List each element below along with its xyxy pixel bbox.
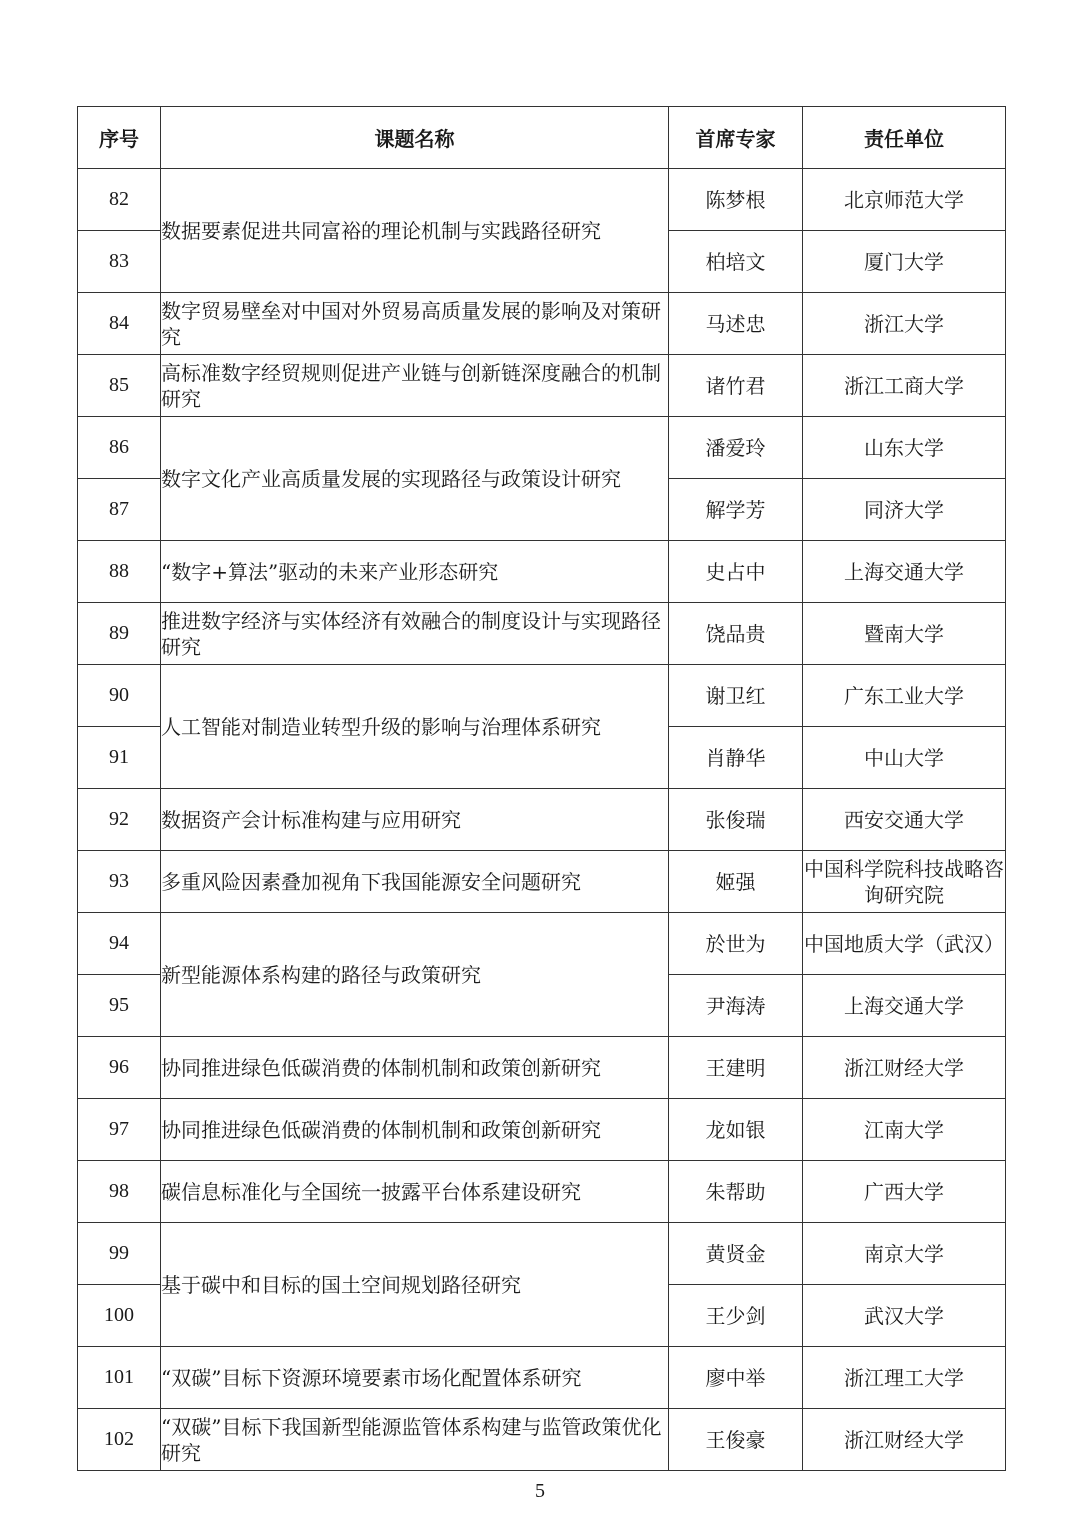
table-row xyxy=(78,1161,1006,1223)
row-index: 96 xyxy=(78,1037,161,1099)
row-index: 99 xyxy=(78,1223,161,1285)
row-expert: 谢卫红 xyxy=(669,665,803,727)
row-unit: 同济大学 xyxy=(803,479,1006,541)
row-unit: 浙江财经大学 xyxy=(803,1409,1006,1471)
table-row xyxy=(78,665,1006,727)
row-unit: 中国科学院科技战略咨询研究院 xyxy=(803,851,1006,913)
row-index: 89 xyxy=(78,603,161,665)
row-expert: 史占中 xyxy=(669,541,803,603)
header-unit: 责任单位 xyxy=(803,107,1006,169)
row-index: 87 xyxy=(78,479,161,541)
row-expert: 潘爱玲 xyxy=(669,417,803,479)
row-index: 88 xyxy=(78,541,161,603)
header-index: 序号 xyxy=(78,107,161,169)
row-expert: 王俊豪 xyxy=(669,1409,803,1471)
row-unit: 上海交通大学 xyxy=(803,541,1006,603)
row-index: 93 xyxy=(78,851,161,913)
table-row xyxy=(78,355,1006,417)
row-expert: 龙如银 xyxy=(669,1099,803,1161)
table-row xyxy=(78,1223,1006,1285)
row-index: 102 xyxy=(78,1409,161,1471)
header-expert: 首席专家 xyxy=(669,107,803,169)
table-row xyxy=(78,541,1006,603)
row-index: 92 xyxy=(78,789,161,851)
table-row xyxy=(78,169,1006,231)
row-unit: 广东工业大学 xyxy=(803,665,1006,727)
row-expert: 於世为 xyxy=(669,913,803,975)
table-row xyxy=(78,1409,1006,1471)
row-topic: 多重风险因素叠加视角下我国能源安全问题研究 xyxy=(161,851,669,913)
row-index: 100 xyxy=(78,1285,161,1347)
row-index: 101 xyxy=(78,1347,161,1409)
row-topic: 碳信息标准化与全国统一披露平台体系建设研究 xyxy=(161,1161,669,1223)
row-expert: 解学芳 xyxy=(669,479,803,541)
row-unit: 武汉大学 xyxy=(803,1285,1006,1347)
row-expert: 陈梦根 xyxy=(669,169,803,231)
table-body xyxy=(78,169,1006,1471)
row-unit: 北京师范大学 xyxy=(803,169,1006,231)
row-unit: 厦门大学 xyxy=(803,231,1006,293)
row-index: 90 xyxy=(78,665,161,727)
row-topic: 高标准数字经贸规则促进产业链与创新链深度融合的机制研究 xyxy=(161,355,669,417)
row-unit: 中山大学 xyxy=(803,727,1006,789)
row-topic: 协同推进绿色低碳消费的体制机制和政策创新研究 xyxy=(161,1037,669,1099)
table-row xyxy=(78,293,1006,355)
row-unit: 浙江工商大学 xyxy=(803,355,1006,417)
row-expert: 诸竹君 xyxy=(669,355,803,417)
row-topic: 数字贸易壁垒对中国对外贸易高质量发展的影响及对策研究 xyxy=(161,293,669,355)
row-index: 91 xyxy=(78,727,161,789)
row-topic: 人工智能对制造业转型升级的影响与治理体系研究 xyxy=(161,665,669,789)
row-expert: 饶品贵 xyxy=(669,603,803,665)
row-unit: 暨南大学 xyxy=(803,603,1006,665)
row-expert: 王建明 xyxy=(669,1037,803,1099)
row-topic: 新型能源体系构建的路径与政策研究 xyxy=(161,913,669,1037)
table-row xyxy=(78,417,1006,479)
row-topic: “数字+算法”驱动的未来产业形态研究 xyxy=(161,541,669,603)
table-row xyxy=(78,1099,1006,1161)
table-row xyxy=(78,913,1006,975)
table-row xyxy=(78,603,1006,665)
row-topic: 数据要素促进共同富裕的理论机制与实践路径研究 xyxy=(161,169,669,293)
row-unit: 中国地质大学（武汉） xyxy=(803,913,1006,975)
row-index: 85 xyxy=(78,355,161,417)
row-unit: 浙江财经大学 xyxy=(803,1037,1006,1099)
row-unit: 浙江理工大学 xyxy=(803,1347,1006,1409)
table-header-row xyxy=(78,107,1006,169)
row-expert: 肖静华 xyxy=(669,727,803,789)
row-topic: “双碳”目标下资源环境要素市场化配置体系研究 xyxy=(161,1347,669,1409)
row-expert: 张俊瑞 xyxy=(669,789,803,851)
row-unit: 广西大学 xyxy=(803,1161,1006,1223)
row-unit: 浙江大学 xyxy=(803,293,1006,355)
row-unit: 南京大学 xyxy=(803,1223,1006,1285)
row-index: 97 xyxy=(78,1099,161,1161)
table-row xyxy=(78,1347,1006,1409)
row-topic: 推进数字经济与实体经济有效融合的制度设计与实现路径研究 xyxy=(161,603,669,665)
row-expert: 马述忠 xyxy=(669,293,803,355)
page-number: 5 xyxy=(535,1480,545,1502)
row-index: 86 xyxy=(78,417,161,479)
row-topic: “双碳”目标下我国新型能源监管体系构建与监管政策优化研究 xyxy=(161,1409,669,1471)
table-row xyxy=(78,789,1006,851)
row-index: 82 xyxy=(78,169,161,231)
row-expert: 朱帮助 xyxy=(669,1161,803,1223)
row-index: 95 xyxy=(78,975,161,1037)
row-unit: 山东大学 xyxy=(803,417,1006,479)
row-topic: 协同推进绿色低碳消费的体制机制和政策创新研究 xyxy=(161,1099,669,1161)
row-expert: 黄贤金 xyxy=(669,1223,803,1285)
row-unit: 江南大学 xyxy=(803,1099,1006,1161)
row-expert: 尹海涛 xyxy=(669,975,803,1037)
table-row xyxy=(78,851,1006,913)
header-topic: 课题名称 xyxy=(161,107,669,169)
row-expert: 廖中举 xyxy=(669,1347,803,1409)
project-table xyxy=(77,106,1006,1471)
row-expert: 王少剑 xyxy=(669,1285,803,1347)
row-unit: 上海交通大学 xyxy=(803,975,1006,1037)
row-expert: 姬强 xyxy=(669,851,803,913)
row-topic: 基于碳中和目标的国土空间规划路径研究 xyxy=(161,1223,669,1347)
row-index: 98 xyxy=(78,1161,161,1223)
row-index: 83 xyxy=(78,231,161,293)
row-index: 84 xyxy=(78,293,161,355)
row-topic: 数字文化产业高质量发展的实现路径与政策设计研究 xyxy=(161,417,669,541)
row-topic: 数据资产会计标准构建与应用研究 xyxy=(161,789,669,851)
row-index: 94 xyxy=(78,913,161,975)
row-expert: 柏培文 xyxy=(669,231,803,293)
table-row xyxy=(78,1037,1006,1099)
row-unit: 西安交通大学 xyxy=(803,789,1006,851)
